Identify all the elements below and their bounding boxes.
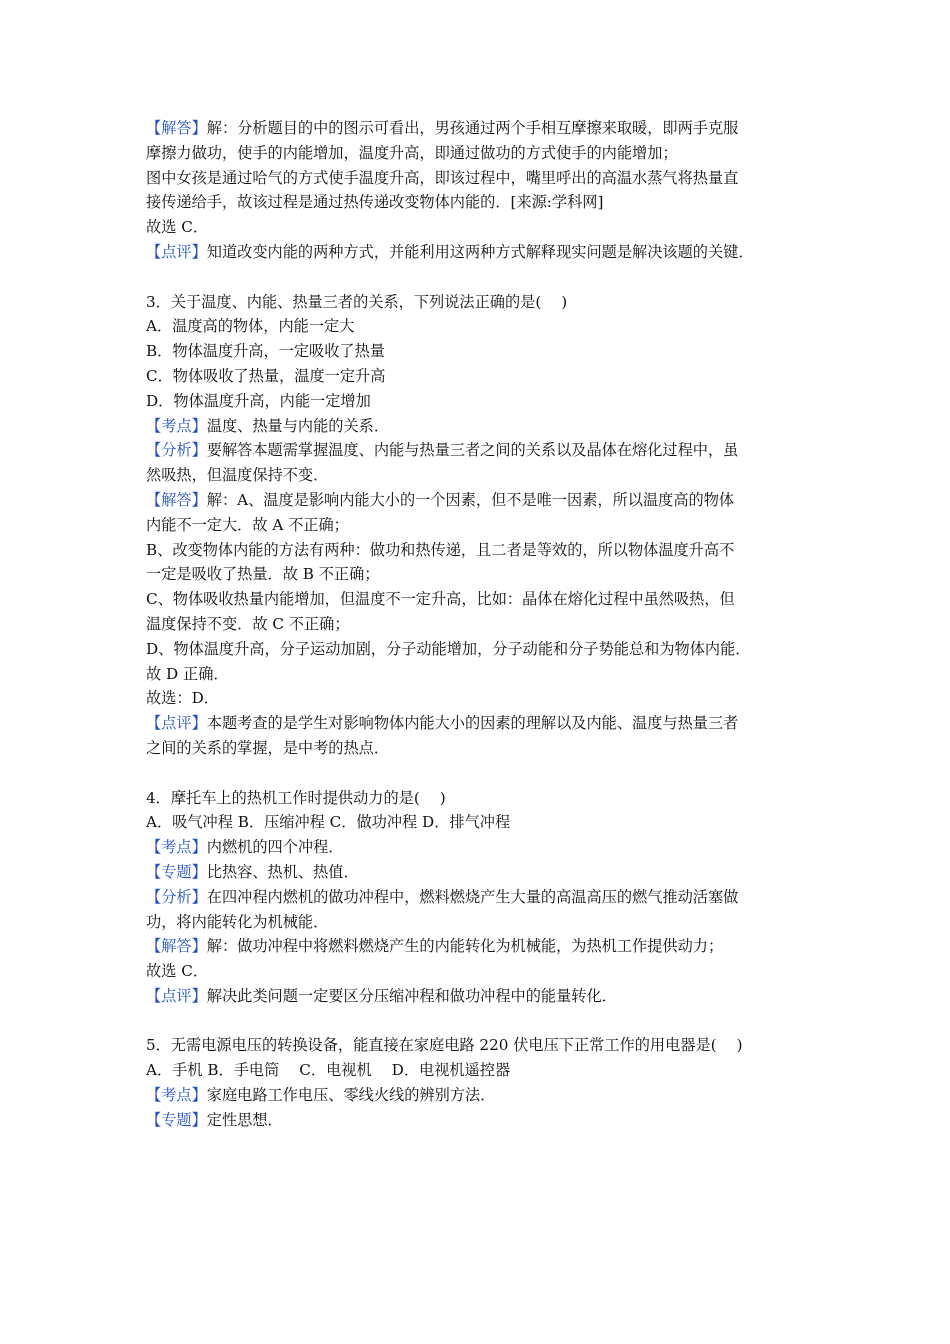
line-text: A．吸气冲程 B．压缩冲程 C．做功冲程 D．排气冲程 [146,813,511,832]
line-text: 解：做功冲程中将燃料燃烧产生的内能转化为机械能，为热机工作提供动力； [206,937,724,956]
line-text: D．物体温度升高，内能一定增加 [146,391,371,410]
text-line [146,438,806,463]
line-text: 4．摩托车上的热机工作时提供动力的是( ) [146,788,446,807]
line-text: 要解答本题需掌握温度、内能与热量三者之间的关系以及晶体在熔化过程中，虽 [206,441,739,460]
text-line [146,786,806,811]
line-text: 温度、热量与内能的关系． [206,416,389,435]
text-line [146,711,806,736]
line-text: 摩擦力做功，使手的内能增加，温度升高，即通过做功的方式使手的内能增加； [146,143,678,162]
text-line [146,1033,806,1058]
section-label-tag: 【考点】 [146,838,207,857]
section-q5 [146,1033,806,1132]
line-text: 家庭电路工作电压、零线火线的辨别方法． [206,1086,496,1105]
line-text: 比热容、热机、热值． [206,862,359,881]
line-text: 故 D 正确． [146,664,229,683]
section-label-tag: 【分析】 [146,887,207,906]
text-line [146,686,806,711]
line-text: 解：A、温度是影响内能大小的一个因素，但不是唯一因素，所以温度高的物体 [206,490,735,509]
line-text: 本题考查的是学生对影响物体内能大小的因素的理解以及内能、温度与热量三者 [206,714,739,733]
text-line [146,612,806,637]
text-line [146,637,806,662]
text-line [146,984,806,1009]
line-text: C、物体吸收热量内能增加，但温度不一定升高，比如：晶体在熔化过程中虽然吸热，但 [146,590,735,609]
text-line [146,934,806,959]
text-line [146,835,806,860]
text-line [146,414,806,439]
line-text: 3．关于温度、内能、热量三者的关系，下列说法正确的是( ) [146,292,568,311]
line-text: B．物体温度升高，一定吸收了热量 [146,342,385,361]
section-gap [146,1009,806,1034]
text-line [146,190,806,215]
section-label-tag: 【点评】 [146,714,207,733]
line-text: 定性思想． [206,1110,283,1129]
section-label-tag: 【点评】 [146,986,207,1005]
text-line [146,910,806,935]
text-line [146,166,806,191]
text-line [146,1108,806,1133]
text-line [146,662,806,687]
section-label-tag: 【专题】 [146,1110,207,1129]
text-line [146,1058,806,1083]
text-line [146,538,806,563]
text-line [146,587,806,612]
text-line [146,1083,806,1108]
section-label-tag: 【解答】 [146,937,207,956]
text-line [146,463,806,488]
line-text: 一定是吸收了热量．故 B 不正确； [146,565,380,584]
line-text: 之间的关系的掌握，是中考的热点． [146,738,389,757]
text-line [146,810,806,835]
line-text: D、物体温度升高，分子运动加剧，分子动能增加，分子动能和分子势能总和为物体内能． [146,639,751,658]
text-line [146,116,806,141]
section-label-tag: 【点评】 [146,242,207,261]
section-label-tag: 【专题】 [146,862,207,881]
line-text: 解：分析题目的中的图示可看出，男孩通过两个手相互摩擦来取暖，即两手克服 [206,119,739,137]
section-label-tag: 【考点】 [146,416,207,435]
document-body [146,116,806,1133]
line-text: 知道改变内能的两种方式，并能利用这两种方式解释现实问题是解决该题的关键． [206,242,754,261]
text-line [146,860,806,885]
text-line [146,364,806,389]
section-label-tag: 【解答】 [146,490,207,509]
text-line [146,959,806,984]
text-line [146,290,806,315]
line-text: 故选：D． [146,689,219,708]
section-gap [146,761,806,786]
text-line [146,215,806,240]
text-line [146,488,806,513]
line-text: 然吸热，但温度保持不变． [146,466,329,485]
section-q3 [146,290,806,761]
text-line [146,389,806,414]
line-text: 功，将内能转化为机械能． [146,912,329,931]
text-line [146,562,806,587]
line-text: 故选 C． [146,218,209,237]
line-text: A．手机 B．手电筒 C．电视机 D．电视机遥控器 [146,1061,511,1080]
line-text: C．物体吸收了热量，温度一定升高 [146,366,386,385]
line-text: 内燃机的四个冲程． [206,838,344,857]
text-line [146,513,806,538]
section-q4 [146,786,806,1009]
text-line [146,885,806,910]
section-gap [146,265,806,290]
line-text: 在四冲程内燃机的做功冲程中，燃料燃烧产生大量的高温高压的燃气推动活塞做 [206,887,739,906]
line-text: 解决此类问题一定要区分压缩冲程和做功冲程中的能量转化． [206,986,617,1005]
text-line [146,240,806,265]
section-label-tag: 【分析】 [146,441,207,460]
text-line [146,339,806,364]
line-text: 图中女孩是通过哈气的方式使手温度升高，即该过程中，嘴里呼出的高温水蒸气将热量直 [146,168,739,187]
text-line [146,736,806,761]
line-text: A．温度高的物体，内能一定大 [146,317,355,336]
line-text: 接传递给手，故该过程是通过热传递改变物体内能的．[来源:学科网] [146,193,604,212]
section-label-tag: 【解答】 [146,119,207,137]
line-text: 5．无需电源电压的转换设备，能直接在家庭电路 220 伏电压下正常工作的用电器是( ) [146,1036,743,1055]
text-line [146,314,806,339]
line-text: 温度保持不变．故 C 不正确； [146,614,350,633]
text-line [146,141,806,166]
line-text: B、改变物体内能的方法有两种：做功和热传递，且二者是等效的，所以物体温度升高不 [146,540,735,559]
line-text: 内能不一定大．故 A 不正确； [146,515,349,534]
section-q2-tail [146,116,806,265]
line-text: 故选 C． [146,962,209,981]
section-label-tag: 【考点】 [146,1086,207,1105]
